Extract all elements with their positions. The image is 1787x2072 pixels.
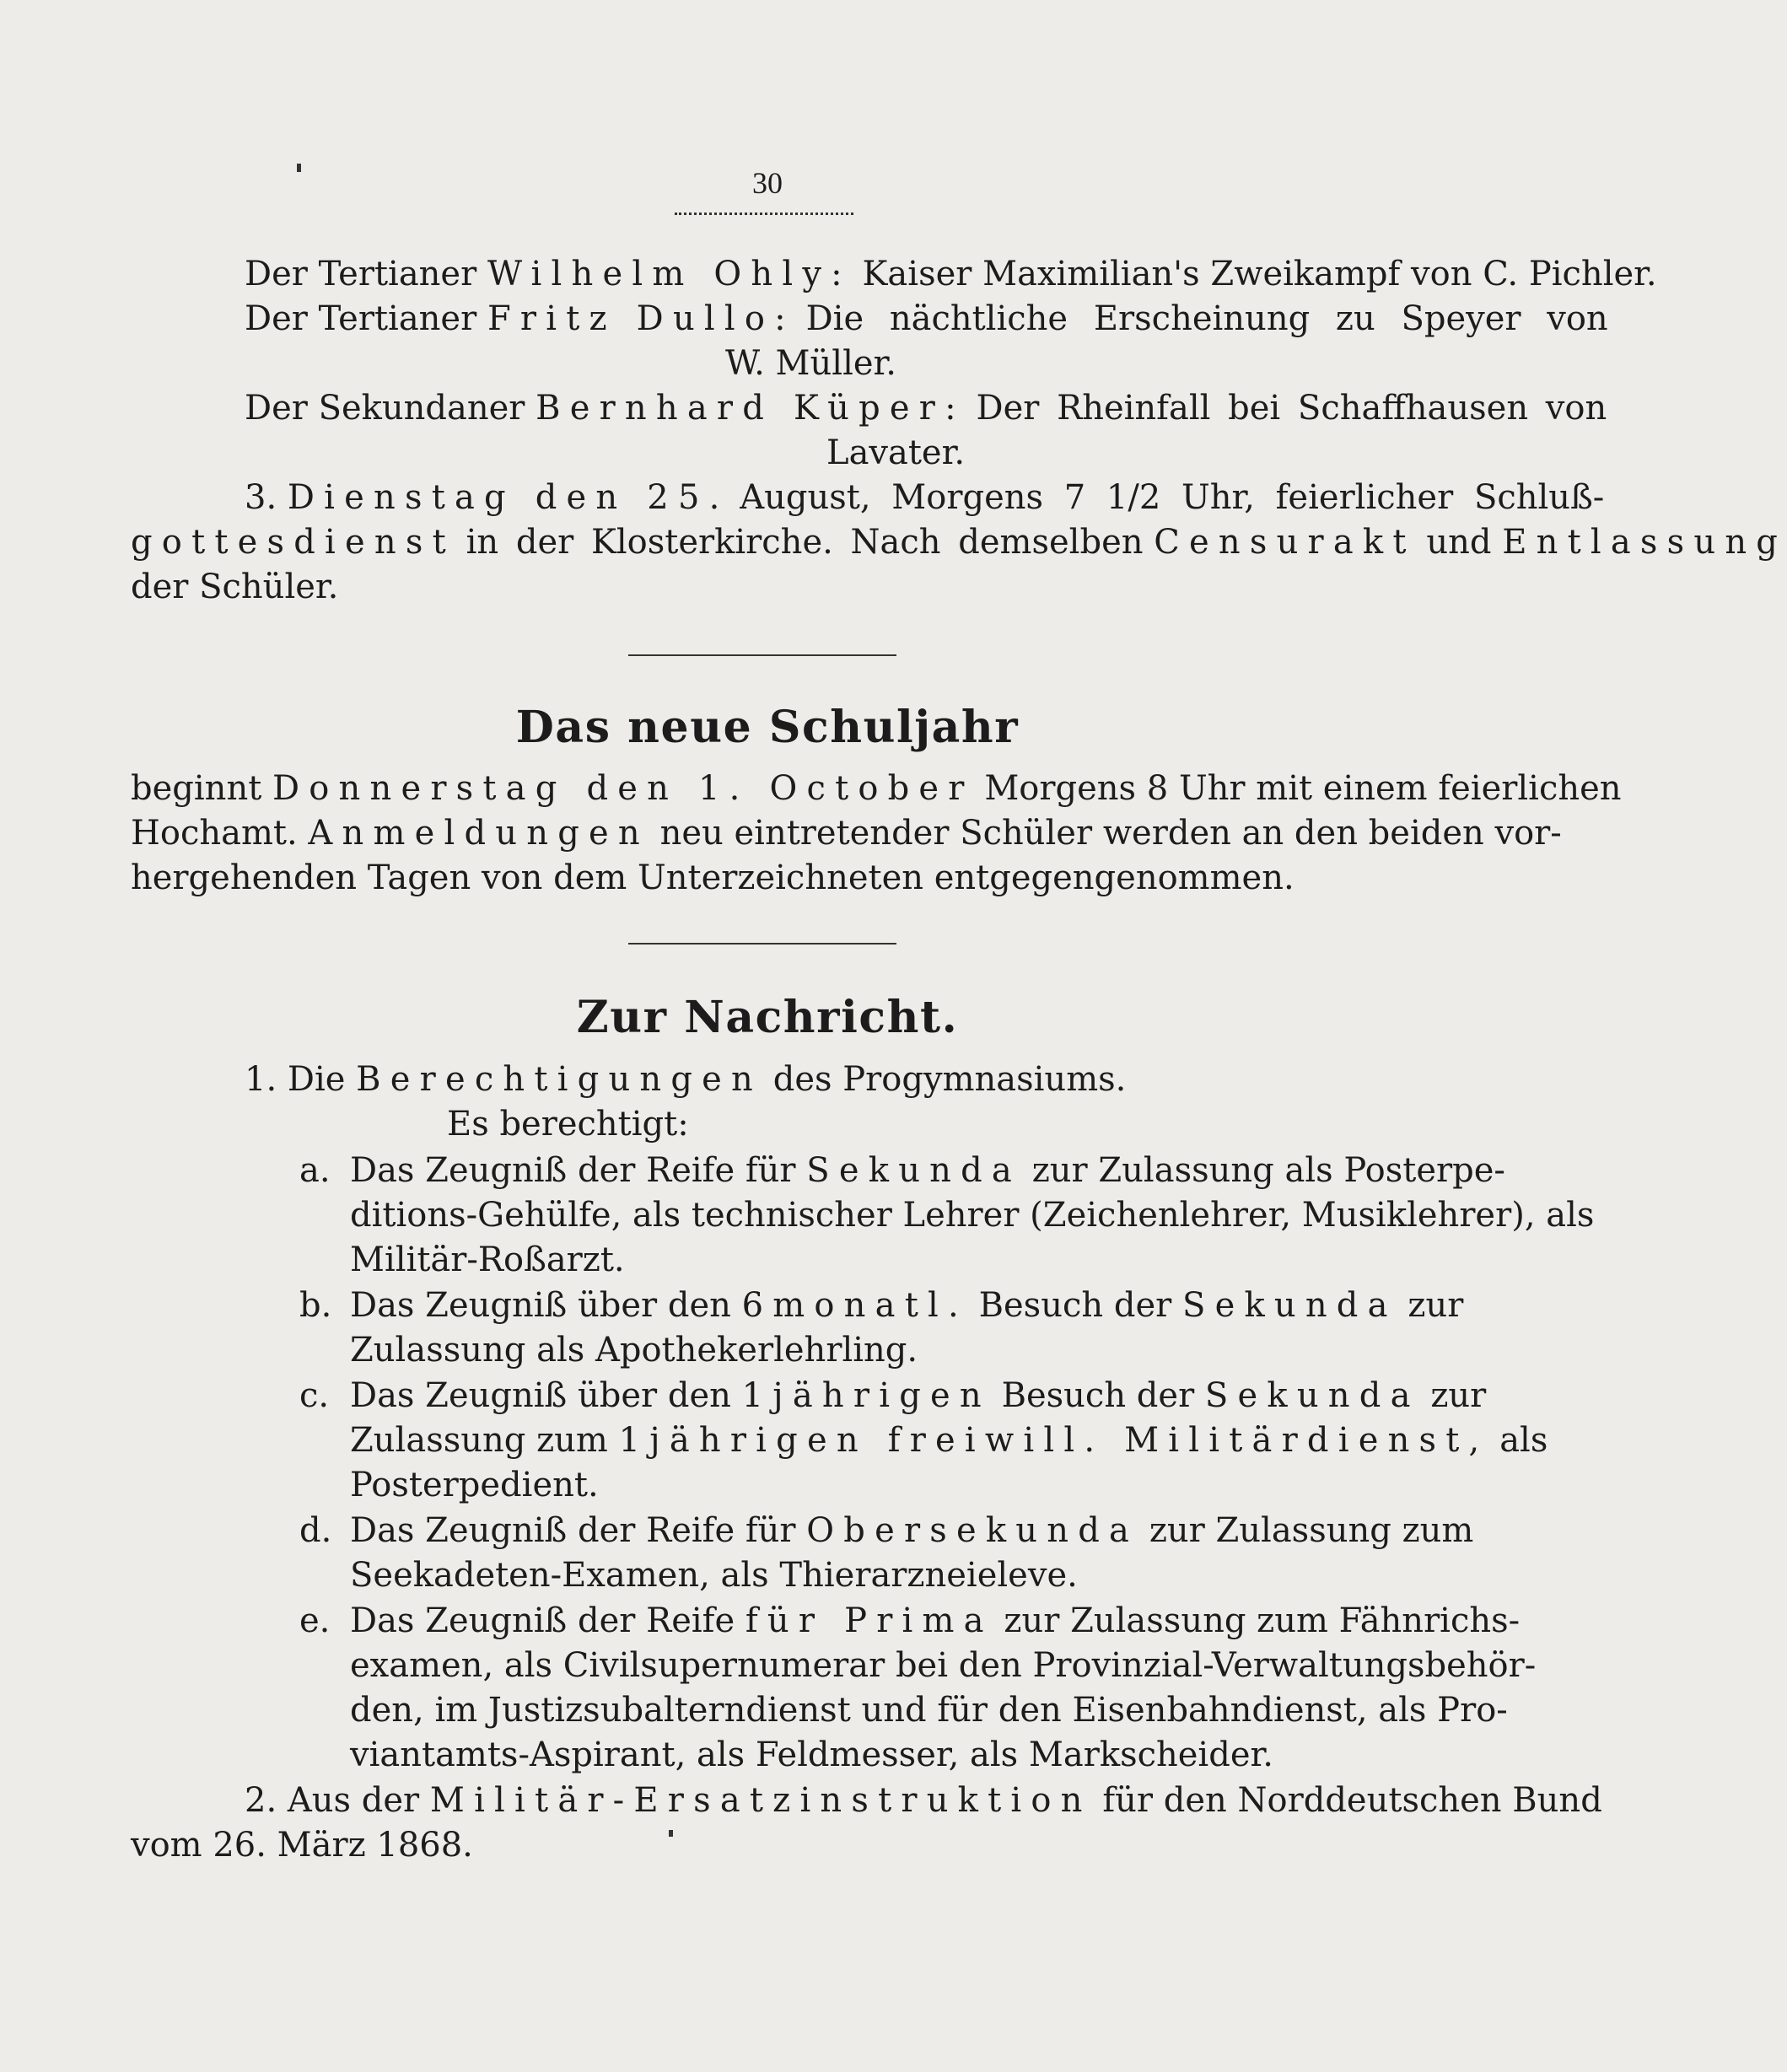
notice-c-line: Posterpedient. <box>350 1466 599 1504</box>
notice-item-1: 1. Die Berechtigungen des Progymnasiums. <box>245 1060 1127 1099</box>
performance-line: Der Sekundaner Bernhard Küper: Der Rheinfall bei Schaffhausen von <box>245 389 1607 428</box>
performance-line: Der Tertianer Wilhelm Ohly: Kaiser Maximilian's Zweikampf von C. Pichler. <box>245 255 1657 293</box>
heading-school-year: Das neue Schuljahr <box>515 702 1020 753</box>
notice-b-line: Das Zeugniß über den 6monatl. Besuch der Sekunda zur <box>350 1286 1464 1325</box>
item-3-line: gottesdienst in der Klosterkirche. Nach demselben Censurakt und Entlassung <box>131 523 1787 562</box>
performance-line-continued: Lavater. <box>826 433 966 472</box>
notice-a-line: Das Zeugniß der Reife für Sekunda zur Zulassung als Posterpe- <box>350 1151 1505 1190</box>
notice-d-line: Seekadeten-Examen, als Thierarzneieleve. <box>350 1556 1078 1595</box>
item-3-line: der Schüler. <box>131 568 339 606</box>
notice-entitles: Es berechtigt: <box>447 1105 689 1144</box>
page-number-dotted-rule <box>675 213 853 215</box>
notice-a-label: a. <box>299 1151 331 1190</box>
school-year-line: beginnt Donnerstag den 1. October Morgens 8 Uhr mit einem feierlichen <box>131 769 1622 808</box>
notice-c-line: Das Zeugniß über den 1jährigen Besuch der Sekunda zur <box>350 1376 1487 1415</box>
notice-d-line: Das Zeugniß der Reife für Obersekunda zur Zulassung zum <box>350 1511 1474 1550</box>
notice-b-line: Zulassung als Apothekerlehrling. <box>350 1331 918 1370</box>
performance-line: Der Tertianer Fritz Dullo: Die nächtliche Erscheinung zu Speyer von <box>245 299 1608 338</box>
school-year-line: Hochamt. Anmeldungen neu eintretender Schüler werden an den beiden vor- <box>131 814 1562 853</box>
notice-d-label: d. <box>299 1511 332 1550</box>
item-3-line: 3. Dienstag den 25. August, Morgens 7 1/2 Uhr, feierlicher Schluß- <box>245 478 1605 517</box>
heading-notice: Zur Nachricht. <box>576 992 959 1043</box>
notice-item-2-line: vom 26. März 1868. <box>131 1826 473 1865</box>
performance-line-continued: W. Müller. <box>725 344 896 383</box>
notice-c-label: c. <box>299 1376 330 1415</box>
notice-c-line: Zulassung zum 1jährigen freiwill. Militärdienst, als <box>350 1421 1548 1460</box>
notice-e-line: viantamts-Aspirant, als Feldmesser, als Markscheider. <box>350 1736 1273 1774</box>
notice-e-label: e. <box>299 1601 331 1640</box>
page-number: 30 <box>752 166 783 200</box>
notice-a-line: ditions-Gehülfe, als technischer Lehrer (Zeichenlehrer, Musiklehrer), als <box>350 1196 1595 1235</box>
notice-e-line: Das Zeugniß der Reife für Prima zur Zulassung zum Fähnrichs- <box>350 1601 1521 1640</box>
section-divider <box>628 654 896 656</box>
ink-speck <box>669 1830 673 1837</box>
notice-item-2: 2. Aus der Militär-Ersatzinstruktion für den Norddeutschen Bund <box>245 1781 1602 1820</box>
notice-b-label: b. <box>299 1286 332 1325</box>
notice-a-line: Militär-Roßarzt. <box>350 1241 625 1279</box>
school-year-line: hergehenden Tagen von dem Unterzeichneten entgegengenommen. <box>131 858 1294 897</box>
notice-e-line: examen, als Civilsupernumerar bei den Provinzial-Verwaltungsbehör- <box>350 1646 1537 1685</box>
section-divider <box>628 943 896 945</box>
notice-e-line: den, im Justizsubalterndienst und für den Eisenbahndienst, als Pro- <box>350 1691 1508 1730</box>
